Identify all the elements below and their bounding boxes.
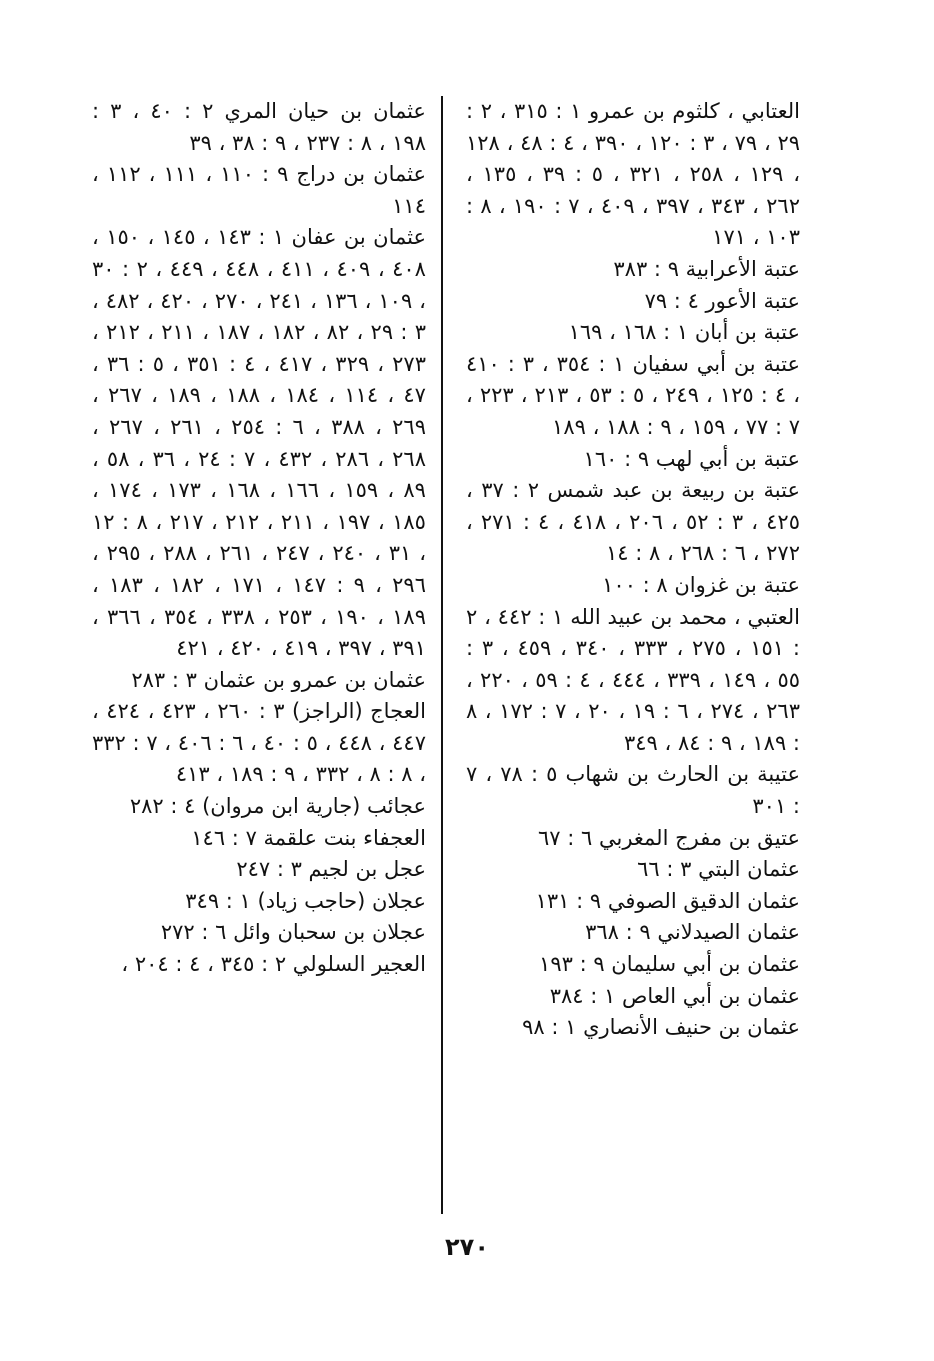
index-entry: عثمان البتي ٣ : ٦٦: [637, 857, 800, 882]
index-entry: عتبة بن أبي لهب ٩ : ١٦٠: [583, 446, 800, 471]
page-number: ٢٧٠: [445, 1233, 489, 1261]
index-entry: عثمان بن عمرو بن عثمان ٣ : ٢٨٣: [131, 667, 426, 692]
index-entry: عتبة بن ربيعة بن عبد شمس ٢ : ٣٧ ، ٤٢٥ ، ٣ : ٥٢ ، ٢٠٦ ، ٤١٨ ، ٤ : ٢٧١ ، ٢٧٢ ، ٦ : ٢٦٨ ، ٨ : ١٤: [466, 478, 800, 566]
index-entry: عجلان (حاجب زياد) ١ : ٣٤٩: [185, 888, 426, 913]
index-entry: العجير السلولي ٢ : ٣٤٥ ، ٤ : ٢٠٤ ،: [121, 952, 426, 977]
index-entry: عثمان الصيدلاني ٩ : ٣٦٨: [585, 920, 800, 945]
index-entry: عجل بن لجيم ٣ : ٢٤٧: [236, 857, 426, 882]
index-entry: عثمان بن أبي سليمان ٩ : ١٩٣: [539, 952, 800, 977]
index-entry: عتبة بن غزوان ٨ : ١٠٠: [602, 572, 800, 597]
index-entry: العجاج (الراجز) ٣ : ٢٦٠ ، ٤٢٣ ، ٤٢٤ ، ٤٤٧ ، ٤٤٨ ، ٥ : ٤٠ ، ٦ : ٤٠٦ ، ٧ : ٣٣٢ ، ٨ : ٨ ، ٣٣٢ ، ٩ : ١٨٩ ، ٤١٣: [92, 699, 426, 787]
index-column-right: [466, 96, 800, 1216]
index-entry: العتبي ، محمد بن عبيد الله ١ : ٤٤٢ ، ٢ : ١٥١ ، ٢٧٥ ، ٣٣٣ ، ٣٤٠ ، ٤٥٩ ، ٣ : ٥٥ ، ١٤٩ ، ٣٣٩ ، ٤٤٤ ، ٤ : ٥٩ ، ٢٢٠ ، ٢٦٣ ، ٢٧٤ ، ٦ : ١٩ ، ٢٠ ، ٧ : ١٧٢ ، ٨ : ١٨٩ ، ٩ : ٨٤ ، ٣٤٩: [466, 604, 800, 755]
index-column-left: [92, 96, 426, 1216]
index-entry: عتبة بن أبي سفيان ١ : ٣٥٤ ، ٣ : ٤١٠ ، ٤ : ١٢٥ ، ٢٤٩ ، ٥ : ٥٣ ، ٢١٣ ، ٢٢٣ ، ٧ : ٧٧ ، ١٥٩ ، ٩ : ١٨٨ ، ١٨٩: [466, 351, 801, 439]
index-entry: عتيبة بن الحارث بن شهاب ٥ : ٧٨ ، ٧ : ٣٠١: [466, 762, 800, 819]
index-entry: عتيق بن مفرج المغربي ٦ : ٦٧: [538, 825, 800, 850]
index-entry: العجفاء بنت علقمة ٧ : ١٤٦: [191, 825, 426, 850]
index-entry: عثمان الدقيق الصوفي ٩ : ١٣١: [535, 888, 800, 913]
column-divider: [441, 96, 443, 1214]
index-entry: عتبة بن أبان ١ : ١٦٨ ، ١٦٩: [568, 320, 800, 345]
index-entry: عجلان بن سحبان وائل ٦ : ٢٧٢: [160, 920, 426, 945]
index-entry: عتبة الأعرابية ٩ : ٣٨٣: [613, 256, 800, 281]
index-entry: عثمان بن دراج ٩ : ١١٠ ، ١١١ ، ١١٢ ، ١١٤: [92, 162, 426, 218]
index-entry: عثمان بن أبي العاص ١ : ٣٨٤: [549, 983, 800, 1008]
index-entry: عثمان بن حيان المري ٢ : ٤٠ ، ٣ : ١٩٨ ، ٨ : ٢٣٧ ، ٩ : ٣٨ ، ٣٩: [92, 99, 426, 155]
index-entry: عثمان بن حنيف الأنصاري ١ : ٩٨: [522, 1015, 800, 1040]
index-entry: عتبة الأعور ٤ : ٧٩: [644, 288, 800, 313]
index-entry: عجائب (جارية ابن مروان) ٤ : ٢٨٢: [129, 794, 426, 819]
index-entry: العتابي ، كلثوم بن عمرو ١ : ٣١٥ ، ٢ : ٢٩ ، ٧٩ ، ٣ : ١٢٠ ، ٣٩٠ ، ٤ : ٤٨ ، ١٢٨ ، ١٢٩ ، ٢٥٨ ، ٣٢١ ، ٥ : ٣٩ ، ١٣٥ ، ٢٦٢ ، ٣٤٣ ، ٣٩٧ ، ٤٠٩ ، ٧ : ١٩٠ ، ٨ : ١٠٣ ، ١٧١: [466, 99, 801, 250]
index-entry: عثمان بن عفان ١ : ١٤٣ ، ١٤٥ ، ١٥٠ ، ٤٠٨ ، ٤٠٩ ، ٤١١ ، ٤٤٨ ، ٤٤٩ ، ٢ : ٣٠ ، ١٠٩ ، ١٣٦ ، ٢٤١ ، ٢٧٠ ، ٤٢٠ ، ٤٨٢ ، ٣ : ٢٩ ، ٨٢ ، ١٨٢ ، ١٨٧ ، ٢١١ ، ٢١٢ ، ٢٧٣ ، ٣٢٩ ، ٤١٧ ، ٤ : ٣٥١ ، ٥ : ٣٦ ، ٤٧ ، ١١٤ ، ١٨٤ ، ١٨٨ ، ١٨٩ ، ٢٦٧ ، ٢٦٩ ، ٣٨٨ ، ٦ : ٢٥٤ ، ٢٦١ ، ٢٦٧ ، ٢٦٨ ، ٢٨٦ ، ٤٣٢ ، ٧ : ٢٤ ، ٣٦ ، ٥٨ ، ٨٩ ، ١٥٩ ، ١٦٦ ، ١٦٨ ، ١٧٣ ، ١٧٤ ، ١٨٥ ، ١٩٧ ، ٢١١ ، ٢١٢ ، ٢١٧ ، ٨ : ١٢ ، ٣١ ، ٢٤٠ ، ٢٤٧ ، ٢٦١ ، ٢٨٨ ، ٢٩٥ ، ٢٩٦ ، ٩ : ١٤٧ ، ١٧١ ، ١٨٢ ، ١٨٣ ، ١٨٩ ، ١٩٠ ، ٢٥٣ ، ٣٣٨ ، ٣٥٤ ، ٣٦٦ ، ٣٩١ ، ٣٩٧ ، ٤١٩ ، ٤٢٠ ، ٤٢١: [92, 225, 427, 661]
